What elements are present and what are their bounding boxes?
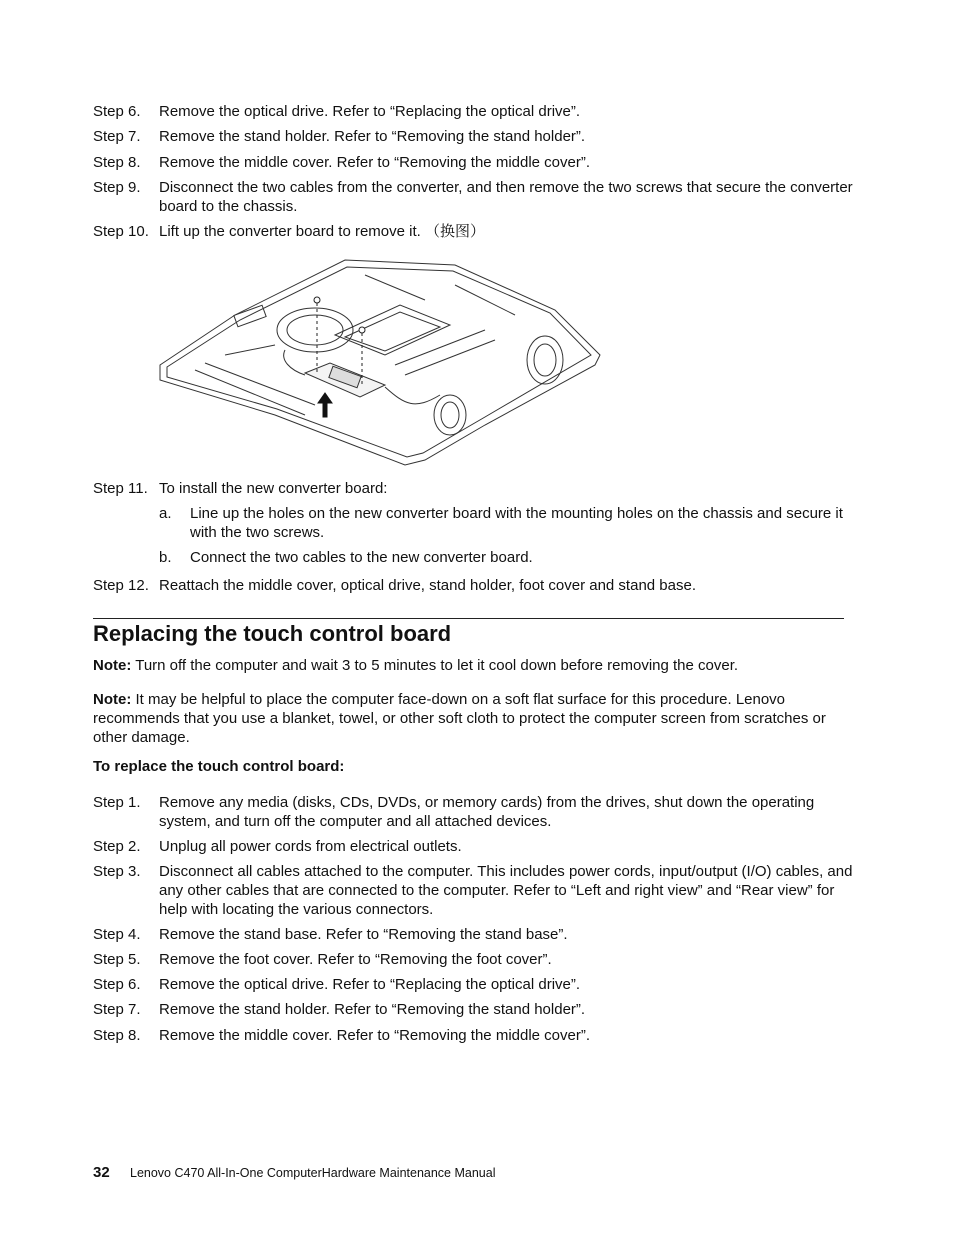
step-text: Reattach the middle cover, optical drive, stand holder, foot cover and stand base. [159,577,696,594]
step-item [93,925,853,944]
step-number: Step 7. [93,128,141,145]
step-item [93,1000,853,1019]
substep-letter: b. [159,549,172,566]
step-text: Lift up the converter board to remove it. （换图） [159,223,485,240]
note-text: It may be helpful to place the computer face-down on a soft flat surface for this procedure. Lenovo recommends that you use a blanket, towel, or other soft cloth to protect the computer screen from scratches or other damage. [93,691,826,746]
step-text: Remove the optical drive. Refer to “Replacing the optical drive”. [159,103,581,120]
note-label: Note: [93,691,132,708]
step-number: Step 12. [93,577,149,594]
step-item [93,102,853,121]
procedure-heading: To replace the touch control board: [93,758,345,775]
step-number: Step 1. [93,794,141,811]
step-item [93,479,853,498]
section-title: Replacing the touch control board [93,621,452,646]
step-text: To install the new converter board: [159,480,388,497]
step-text: Remove the foot cover. Refer to “Removing the foot cover”. [159,951,552,968]
note-label: Note: [93,657,132,674]
step-number: Step 7. [93,1001,141,1018]
step-item [93,1026,853,1045]
substep-letter: a. [159,505,172,522]
step-text: Unplug all power cords from electrical outlets. [159,838,462,855]
substep-text: Connect the two cables to the new converter board. [190,549,533,566]
step-item [93,222,853,241]
step-text: Remove the stand holder. Refer to “Removing the stand holder”. [159,128,586,145]
step-item [93,153,853,172]
step-item [93,837,853,856]
step-text: Disconnect all cables attached to the computer. This includes power cords, input/output (I/O) cables, and any other cables that are connected to the computer. Refer to “Left and right view” and “Rear view” for help with locating the various connectors. [159,863,853,918]
page-number: 32 [93,1164,110,1181]
step-number: Step 6. [93,103,141,120]
step-item [93,862,853,919]
step-number: Step 3. [93,863,141,880]
step-item [93,576,853,595]
step-text: Remove any media (disks, CDs, DVDs, or memory cards) from the drives, shut down the operating system, and turn off the computer and all attached devices. [159,794,815,830]
step-number: Step 10. [93,223,149,240]
step-item [93,950,853,969]
step-number: Step 2. [93,838,141,855]
converter-board-removal-illustration [155,255,605,470]
step-number: Step 8. [93,1027,141,1044]
note-text: Turn off the computer and wait 3 to 5 minutes to let it cool down before removing the cover. [131,657,739,674]
step-text: Remove the middle cover. Refer to “Removing the middle cover”. [159,1027,591,1044]
step-text: Disconnect the two cables from the converter, and then remove the two screws that secure the converter board to the chassis. [159,179,853,215]
step-text: Remove the middle cover. Refer to “Removing the middle cover”. [159,154,591,171]
note-paragraph [93,690,848,747]
step-item [93,975,853,994]
substep-text: Line up the holes on the new converter board with the mounting holes on the chassis and secure it with the two screws. [190,505,843,541]
step-text: Remove the stand holder. Refer to “Removing the stand holder”. [159,1001,586,1018]
step-text: Remove the stand base. Refer to “Removing the stand base”. [159,926,568,943]
step-number: Step 8. [93,154,141,171]
step-number: Step 9. [93,179,141,196]
section-divider [93,618,844,619]
step-text: Remove the optical drive. Refer to “Replacing the optical drive”. [159,976,581,993]
footer-title: Lenovo C470 All-In-One ComputerHardware Maintenance Manual [130,1166,496,1180]
step-item [93,127,853,146]
substep-item [159,504,859,542]
substep-item [159,548,859,567]
step-number: Step 4. [93,926,141,943]
step-item [93,178,853,216]
step-item [93,793,853,831]
step-number: Step 6. [93,976,141,993]
note-paragraph [93,656,848,675]
step-number: Step 11. [93,480,148,497]
step-number: Step 5. [93,951,141,968]
